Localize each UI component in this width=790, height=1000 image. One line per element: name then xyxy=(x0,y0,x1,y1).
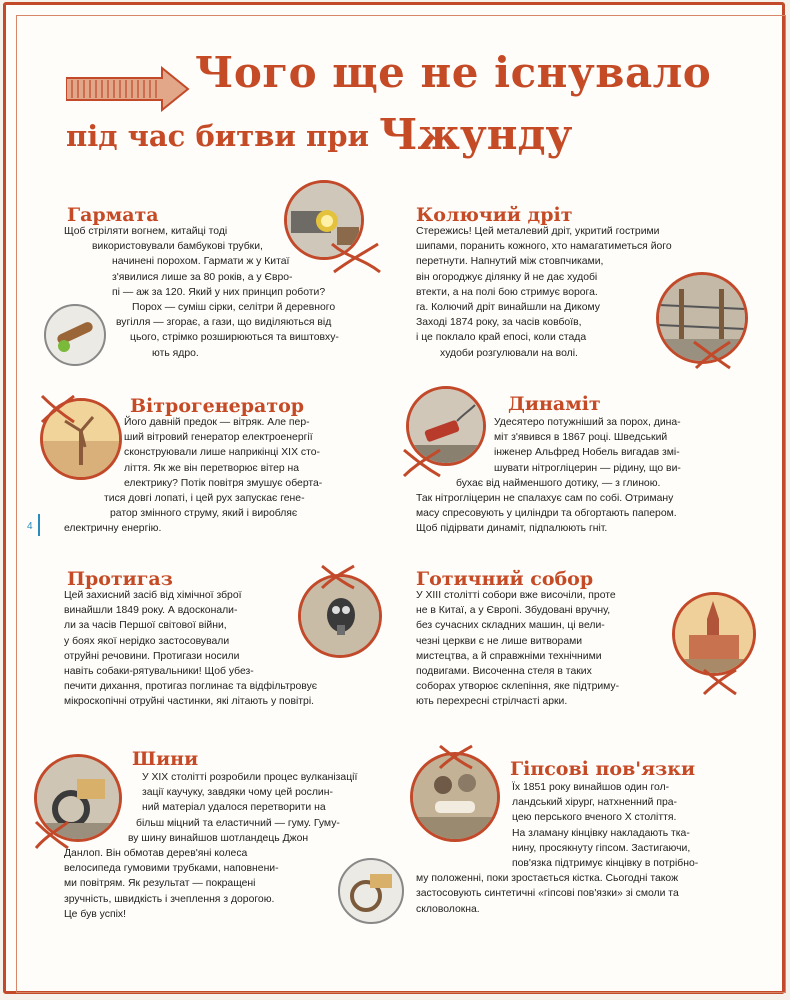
text-line: мікроскопічні отруйні частинки, які літають у повітрі. xyxy=(64,696,315,708)
text-line: без сучасних складних машин, ці вели- xyxy=(416,620,605,632)
text-line: ли за часів Першої світової війни, xyxy=(64,620,227,632)
bicycle-wheel-icon xyxy=(340,860,402,922)
text-line: він огороджує ділянку й не дає худобі xyxy=(416,271,598,283)
text-line: шувати нітрогліцерин — рідину, що ви- xyxy=(494,462,681,474)
bicycle-wheel-illustration xyxy=(338,858,404,924)
barbed-wire-illustration xyxy=(656,272,748,364)
text-line: Цей захисний засіб від хімічної зброї xyxy=(64,590,242,601)
text-line: Це був успіх! xyxy=(64,908,126,920)
text-line: пі — аж за 120. Який у них принцип роботи? xyxy=(112,286,326,298)
text-line: У XIX столітті розробили процес вулканізації xyxy=(142,772,358,783)
body-dynamit xyxy=(416,415,738,537)
text-line: Їх 1851 року винайшов один гол- xyxy=(512,782,670,793)
text-line: зації каучуку, завдяки чому цей рослин- xyxy=(142,787,333,799)
cannon-illustration xyxy=(284,180,364,260)
text-line: пов'язка підтримує кінцівку в потрібно- xyxy=(512,858,699,870)
body-hipsovi xyxy=(416,780,736,917)
text-line: Удесятеро потужніший за порох, дина- xyxy=(494,417,681,428)
heading-harmata: Гармата xyxy=(67,204,159,226)
text-line: На зламану кінцівку накладають тка- xyxy=(512,827,690,839)
text-line: Порох — суміш сірки, селітри й деревного xyxy=(132,302,336,314)
text-line: шипами, поранить кожного, хто намагатиметься його xyxy=(416,241,672,253)
text-line: цього, стрімко розширюються та виштовху- xyxy=(130,332,339,344)
text-line: худоби розгулювали на волі. xyxy=(440,347,578,359)
text-line: чезні церкви є не лише витворами xyxy=(416,635,583,647)
text-line: Заході 1874 року, за часів ковбоїв, xyxy=(416,317,582,329)
text-line: ву шину винайшов шотландець Джон xyxy=(128,832,309,844)
page-number-bar xyxy=(38,514,40,536)
text-line: У XIII столітті собори вже височіли, проте xyxy=(416,590,616,601)
text-line: Так нітрогліцерин не спалахує сам по собі. Отриману xyxy=(416,493,674,505)
text-line: з'явилися лише за 80 років, а у Євро- xyxy=(112,271,293,283)
text-line: подвигами. Височенна стеля в таких xyxy=(416,666,592,678)
text-line: ний матеріал удалося перетворити на xyxy=(142,802,326,814)
text-line: начинені порохом. Гармати ж у Китаї xyxy=(112,256,290,268)
text-line: перетнути. Напнутий між стовпчиками, xyxy=(416,256,604,268)
page-title-line1: Чого ще не існувало xyxy=(195,48,712,97)
text-line: печити дихання, протигаз поглинає та відфільтровує xyxy=(64,681,318,693)
title-arrow-icon xyxy=(66,66,190,112)
cannon-detail-illustration xyxy=(44,304,106,366)
text-line: Щоб стріляти вогнем, китайці тоді xyxy=(64,226,228,237)
gas-mask-illustration xyxy=(298,574,382,658)
text-line: тися довгі лопаті, і цей рух запускає гене- xyxy=(104,493,305,505)
cathedral-illustration xyxy=(672,592,756,676)
heading-shyny: Шини xyxy=(132,748,199,770)
text-line: винайшли 1849 року. А вдосконали- xyxy=(64,605,238,617)
text-line: му положенні, поки зростається кістка. Сьогодні також xyxy=(416,873,679,885)
text-line: застосовують синтетичні «гіпсові пов'язки» зі смоли та xyxy=(416,888,679,900)
heading-protyhaz: Протигаз xyxy=(67,568,173,590)
text-line: електричну енергію. xyxy=(64,523,162,535)
text-line: ратор змінного струму, який і виробляє xyxy=(110,508,298,520)
text-line: га. Колючий дріт винайшли на Дикому xyxy=(416,302,600,314)
text-line: не в Китаї, а у Європі. Збудовані вручну, xyxy=(416,605,611,617)
text-line: ландський хірург, натхненний пра- xyxy=(512,797,677,809)
page-title-line2-place: Чжунду xyxy=(379,110,573,159)
text-line: нину, просякнуту гіпсом. Застигаючи, xyxy=(512,842,691,854)
text-line: соборах утворює склепіння, яке підтриму- xyxy=(416,681,620,693)
text-line: більш міцний та еластичний — гуму. Гуму- xyxy=(136,817,340,829)
text-line: Щоб підірвати динаміт, підпалюють гніт. xyxy=(416,523,608,535)
heading-dynamit: Динаміт xyxy=(508,393,601,415)
text-line: Данлоп. Він обмотав дерев'яні колеса xyxy=(64,848,248,860)
text-line: електрику? Потік повітря змушує оберта- xyxy=(124,477,323,489)
text-line: ший вітровий генератор електроенергії xyxy=(124,432,313,444)
text-line: міт з'явився в 1867 році. Шведський xyxy=(494,432,668,444)
page-title-line2-lead: під час битви при xyxy=(66,119,380,153)
text-line: ють ядро. xyxy=(152,347,199,359)
cathedral-icon xyxy=(675,595,753,673)
text-line: бухає від найменшого дотику, — з глиною. xyxy=(456,477,661,489)
text-line: велосипеда гумовими трубками, наповнени- xyxy=(64,863,279,875)
body-vitrogenerator xyxy=(64,415,378,537)
text-line: Його давній предок — вітряк. Але пер- xyxy=(124,417,310,428)
text-line: інженер Альфред Нобель вигадав змі- xyxy=(494,447,680,459)
text-line: у боях якої нерідко застосовували xyxy=(64,635,230,647)
text-line: і це поклало край епосі, коли стада xyxy=(416,332,587,344)
text-line: використовували бамбукові трубки, xyxy=(92,241,263,253)
page-number: 4 xyxy=(27,521,33,532)
heading-vitrogenerator: Вітрогенератор xyxy=(130,395,305,417)
text-line: цею перського вченого X століття. xyxy=(512,812,677,824)
text-line: отруйні речовини. Протигази носили xyxy=(64,650,240,662)
cannon-barrel-icon xyxy=(46,306,104,364)
page-title-line2 xyxy=(66,110,573,159)
text-line: вугілля — згорає, а гази, що виділяються від xyxy=(116,317,332,329)
text-line: масу спресовують у циліндри та обгортають папером. xyxy=(416,508,677,520)
heading-hipsovi: Гіпсові пов'язки xyxy=(510,758,696,780)
text-line: ють перехресні стрілчасті арки. xyxy=(416,696,568,708)
gas-mask-icon xyxy=(301,577,379,655)
text-line: ліття. Як же він перетворює вітер на xyxy=(124,462,300,474)
text-line: навіть собаки-рятувальники! Щоб убез- xyxy=(64,666,254,678)
heading-sobor: Готичний собор xyxy=(416,568,594,590)
cannon-icon xyxy=(287,183,361,257)
text-line: Стережись! Цей металевий дріт, укритий гострими xyxy=(416,226,660,237)
body-sobor xyxy=(416,588,666,710)
text-line: скловолокна. xyxy=(416,903,480,915)
text-line: зручність, швидкість і зчеплення з дорогою. xyxy=(64,893,275,905)
body-shyny xyxy=(64,770,384,922)
heading-koliuchyi-drit: Колючий дріт xyxy=(416,204,573,226)
barbed-wire-icon xyxy=(659,275,745,361)
text-line: втекти, а на полі бою стримує ворога. xyxy=(416,286,598,298)
text-line: мистецтва, а й справжніми технічними xyxy=(416,650,602,662)
text-line: ми повітрям. Як результат — покращені xyxy=(64,878,256,890)
text-line: сконструювали лише наприкінці XIX сто- xyxy=(124,447,320,459)
